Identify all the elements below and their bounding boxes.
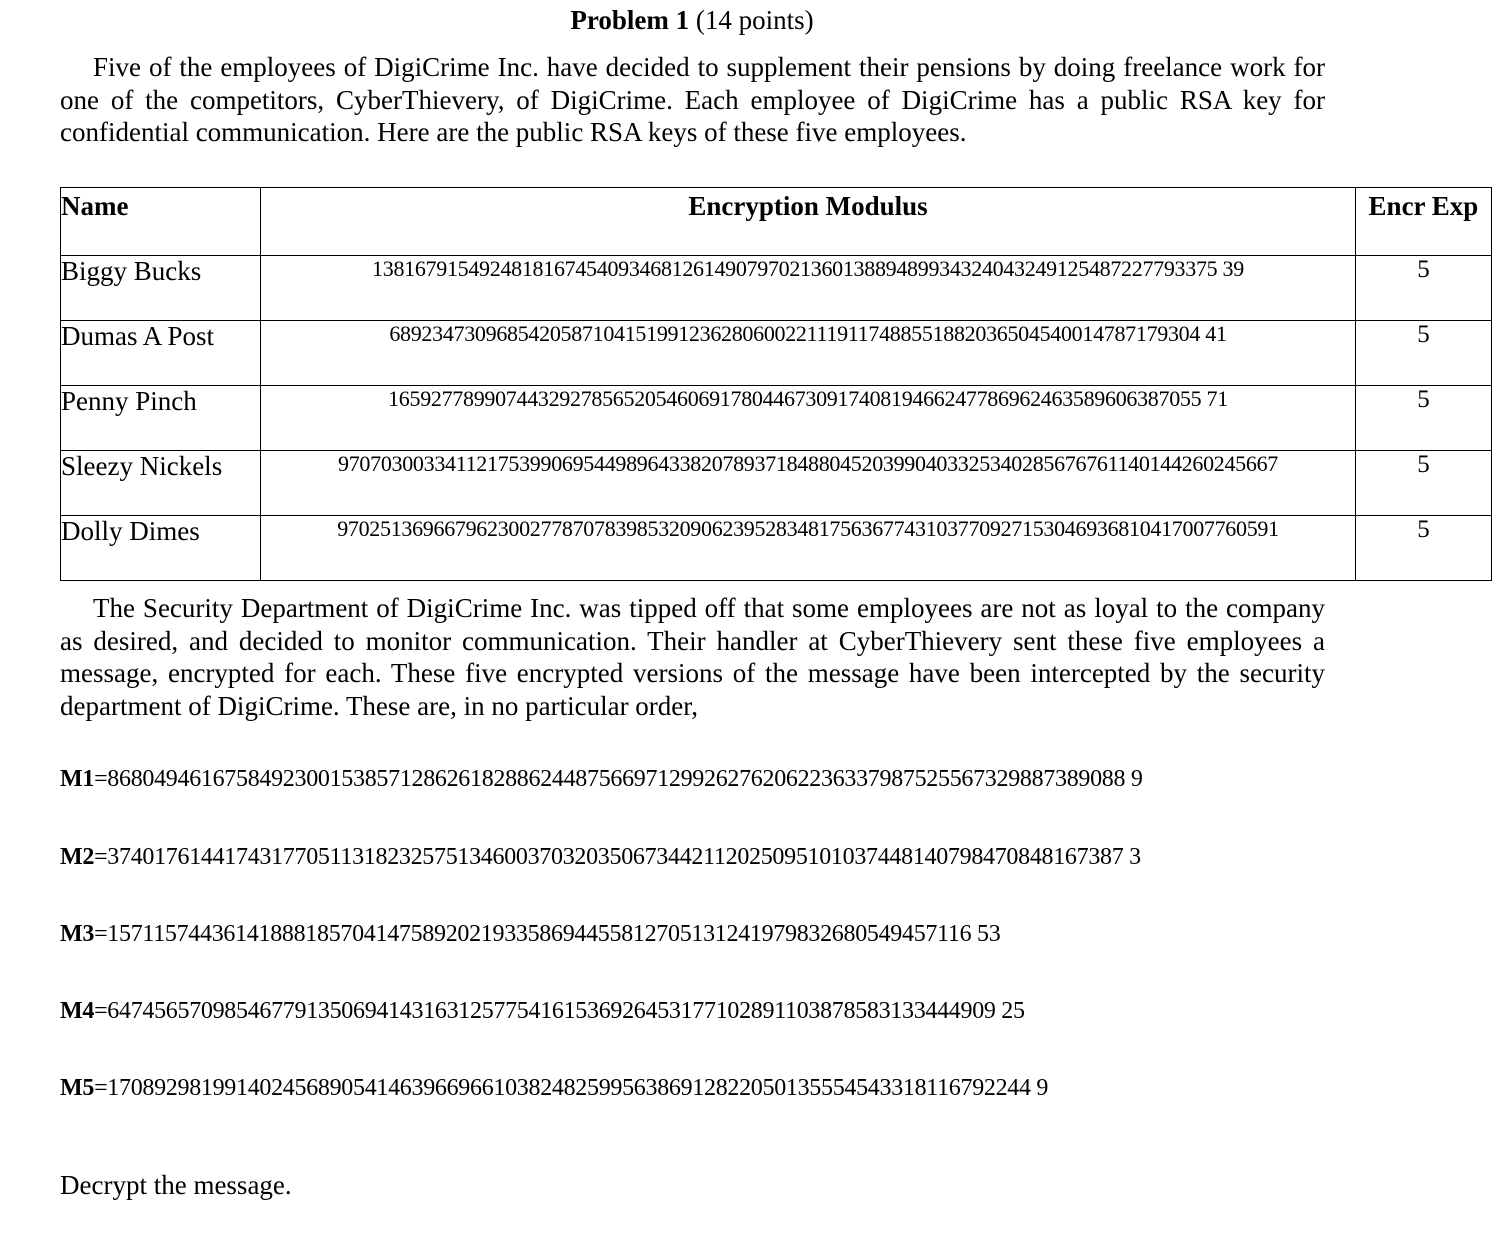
ciphertext-m5 — [60, 1075, 1048, 1102]
ciphertext-value: =15711574436141888185704147589202193358694455812705131241979832680549457116 53 — [94, 921, 1001, 947]
employee-name: Dumas A Post — [61, 321, 261, 386]
employee-name: Sleezy Nickels — [61, 451, 261, 516]
encryption-modulus: 9702513696679623002778707839853209062395283481756367743103770927153046936810417007760591 — [261, 516, 1356, 581]
encryption-exponent: 5 — [1355, 451, 1491, 516]
encryption-modulus: 9707030033411217539906954498964338207893718488045203990403325340285676761140144260245667 — [261, 451, 1356, 516]
ciphertext-label: M3 — [60, 921, 95, 947]
ciphertext-label: M5 — [60, 1075, 95, 1101]
table-row — [61, 256, 1492, 321]
ciphertext-label: M2 — [60, 844, 95, 870]
encryption-modulus: 6892347309685420587104151991236280600221119117488551882036504540014787179304 41 — [261, 321, 1356, 386]
encryption-exponent: 5 — [1355, 386, 1491, 451]
employee-name: Biggy Bucks — [61, 256, 261, 321]
header-name: Name — [61, 188, 261, 256]
employee-name: Dolly Dimes — [61, 516, 261, 581]
encryption-exponent: 5 — [1355, 516, 1491, 581]
ciphertext-m3 — [60, 921, 1000, 948]
ciphertext-value: =6474565709854677913506941431631257754161536926453177102891103878583133444909 25 — [94, 998, 1025, 1024]
ciphertext-label: M4 — [60, 998, 95, 1024]
employee-name: Penny Pinch — [61, 386, 261, 451]
ciphertext-value: =374017614417431770511318232575134600370320350673442112025095101037448140798470848167387 3 — [94, 844, 1141, 870]
encryption-exponent: 5 — [1355, 256, 1491, 321]
middle-paragraph: The Security Department of DigiCrime Inc. was tipped off that some employees are not as loyal to the company as desired, and decided to monitor communication. Their handler at CyberThievery sent these five employees a message, encrypted for each. These five encrypted versions of the message have been intercepted by the security department of DigiCrime. These are, in no particular order, — [60, 593, 1325, 721]
ciphertext-value: =868049461675849230015385712862618288624487566971299262762062236337987525567329887389088 9 — [94, 766, 1143, 792]
table-row — [61, 451, 1492, 516]
header-modulus: Encryption Modulus — [261, 188, 1356, 256]
encryption-modulus: 1381679154924818167454093468126149079702136013889489934324043249125487227793375 39 — [261, 256, 1356, 321]
ciphertext-m1 — [60, 766, 1143, 793]
table-row — [61, 386, 1492, 451]
ciphertext-value: =1708929819914024568905414639669661038248259956386912822050135554543318116792244 9 — [94, 1075, 1049, 1101]
ciphertext-label: M1 — [60, 766, 95, 792]
problem-title — [0, 5, 1384, 36]
problem-label: Problem 1 — [570, 5, 690, 35]
decrypt-instruction: Decrypt the message. — [60, 1170, 292, 1200]
intro-paragraph: Five of the employees of DigiCrime Inc. have decided to supplement their pensions by doing freelance work for one of the competitors, CyberThievery, of DigiCrime. Each employee of DigiCrime has a public RSA key for confidential communication. Here are the public RSA keys of these five employees. — [60, 52, 1325, 147]
table-header-row — [61, 188, 1492, 256]
encryption-exponent: 5 — [1355, 321, 1491, 386]
rsa-keys-table — [60, 187, 1492, 581]
header-exponent: Encr Exp — [1355, 188, 1491, 256]
encryption-modulus: 1659277899074432927856520546069178044673091740819466247786962463589606387055 71 — [261, 386, 1356, 451]
table-row — [61, 516, 1492, 581]
table-row — [61, 321, 1492, 386]
ciphertext-m2 — [60, 844, 1141, 871]
problem-points: (14 points) — [689, 5, 814, 35]
ciphertext-m4 — [60, 998, 1025, 1025]
